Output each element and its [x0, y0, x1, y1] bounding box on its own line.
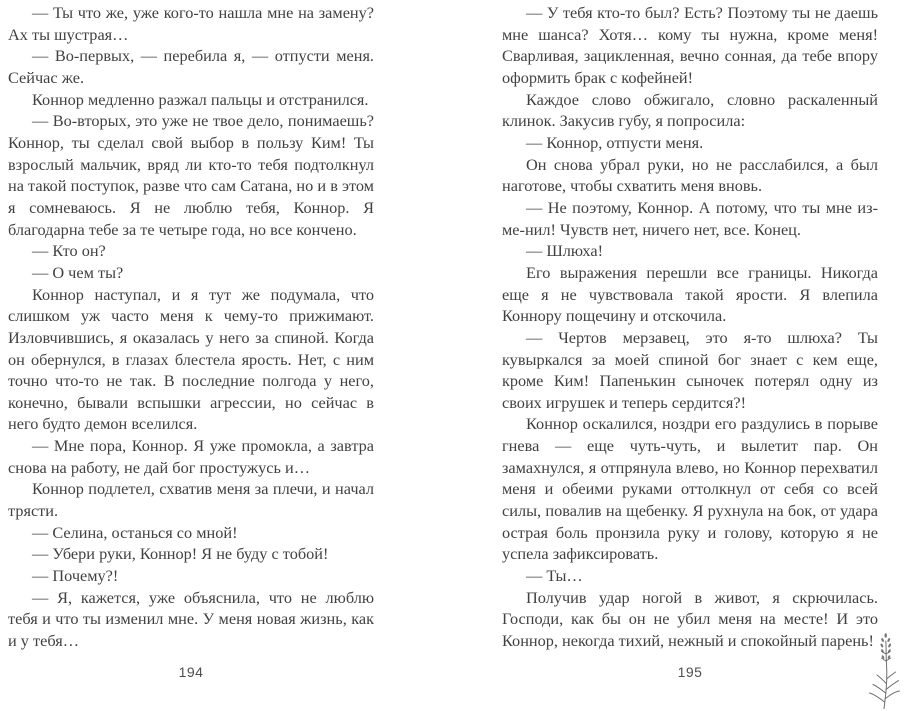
page-left-number: 194 [178, 664, 204, 680]
paragraph: Коннор подлетел, схватив меня за плечи, и начал трясти. [8, 479, 374, 521]
paragraph: — Селина, останься со мной! [32, 522, 238, 542]
paragraph: Коннор медленно разжал пальцы и отстранился. [32, 89, 369, 109]
paragraph: Коннор наступал, и я тут же подумала, что слишком уж часто меня к чему-то прижимают. Изловчившись, я оказалась у него за спиной. Когда он обернулся, в глазах блестела ярость. Нет, с ним точно что-то не так. В последние полгода у него, конечно, бывали вспышки агрессии, но сейчас в него будто демон вселился. [8, 284, 374, 434]
paragraph: — Мне пора, Коннор. Я уже промокла, а завтра снова на работу, не дай бог простужусь и… [8, 436, 374, 477]
paragraph: Получив удар ногой в живот, я скрючилась. Господи, как бы он не убил меня на месте! И это Коннор, некогда тихий, нежный и спокойный парень! [502, 587, 878, 651]
paragraph: — Ты что же, уже кого-то нашла мне на замену? Ах ты шустрая… [8, 3, 374, 44]
paragraph: Он снова убрал руки, но не расслабился, а был наготове, чтобы схватить меня вновь. [502, 154, 878, 196]
paragraph: — Кто он? [32, 241, 106, 261]
paragraph: Каждое слово обжигало, словно раскаленный клинок. Закусив губу, я попросила: [502, 89, 878, 131]
page-right [502, 0, 878, 711]
paragraph: — Не поэтому, Коннор. А потому, что ты мне из-ме-нил! Чувств нет, ничего нет, все. Конец. [502, 197, 878, 239]
paragraph: — Чертов мерзавец, это я-то шлюха? Ты кувыркался за моей спиной бог знает с кем еще, кроме Ким! Папенькин сыночек потерял одну из своих игрушек и теперь сердится?! [502, 327, 878, 412]
page-left-text [8, 0, 374, 652]
paragraph: — Во-первых, — перебила я, — отпусти меня. Сейчас же. [8, 46, 374, 87]
paragraph: Его выражения перешли все границы. Никогда еще я не чувствовала такой ярости. Я влепила Коннору пощечину и отскочила. [502, 262, 878, 326]
paragraph: — Шлюха! [526, 241, 604, 261]
lavender-sprig-icon [865, 631, 905, 709]
paragraph: — У тебя кто-то был? Есть? Поэтому ты не даешь мне шанса? Хотя… кому ты нужна, кроме меня! Сварливая, зацикленная, вечно сонная, да тебе впору оформить брак с кофейней! [502, 3, 878, 87]
page-right-number: 195 [677, 664, 703, 680]
paragraph: — Ты… [526, 566, 583, 586]
paragraph: — Во-вторых, это уже не твое дело, понимаешь? Коннор, ты сделал свой выбор в пользу Ким! Ты взрослый мальчик, вряд ли кто-то тебя подтолкнул на такой поступок, разве что сам Сатана, но и в этом я сомневаюсь. Я не люблю тебя, Коннор. Я благодарна тебе за те четыре года, но все кончено. [8, 111, 374, 239]
page-right-text [502, 0, 878, 652]
paragraph: — Убери руки, Коннор! Я не буду с тобой! [32, 544, 329, 564]
page-left [8, 0, 374, 711]
paragraph: — О чем ты? [32, 262, 124, 282]
paragraph: — Коннор, отпусти меня. [526, 132, 704, 152]
paragraph: — Почему?! [32, 566, 119, 586]
paragraph: Коннор оскалился, ноздри его раздулись в порыве гнева — еще чуть-чуть, и вылетит пар. Он замахнулся, я отпрянула влево, но Коннор перехватил меня и обеими руками оттолкнул от себя со всей силы, повалив на щебенку. Я рухнула на бок, от удара острая боль пронзила руку и голову, которую я не успела зафиксировать. [502, 414, 878, 564]
paragraph: — Я, кажется, уже объяснила, что не люблю тебя и что ты изменил мне. У меня новая жизнь, как и у тебя… [8, 587, 374, 651]
